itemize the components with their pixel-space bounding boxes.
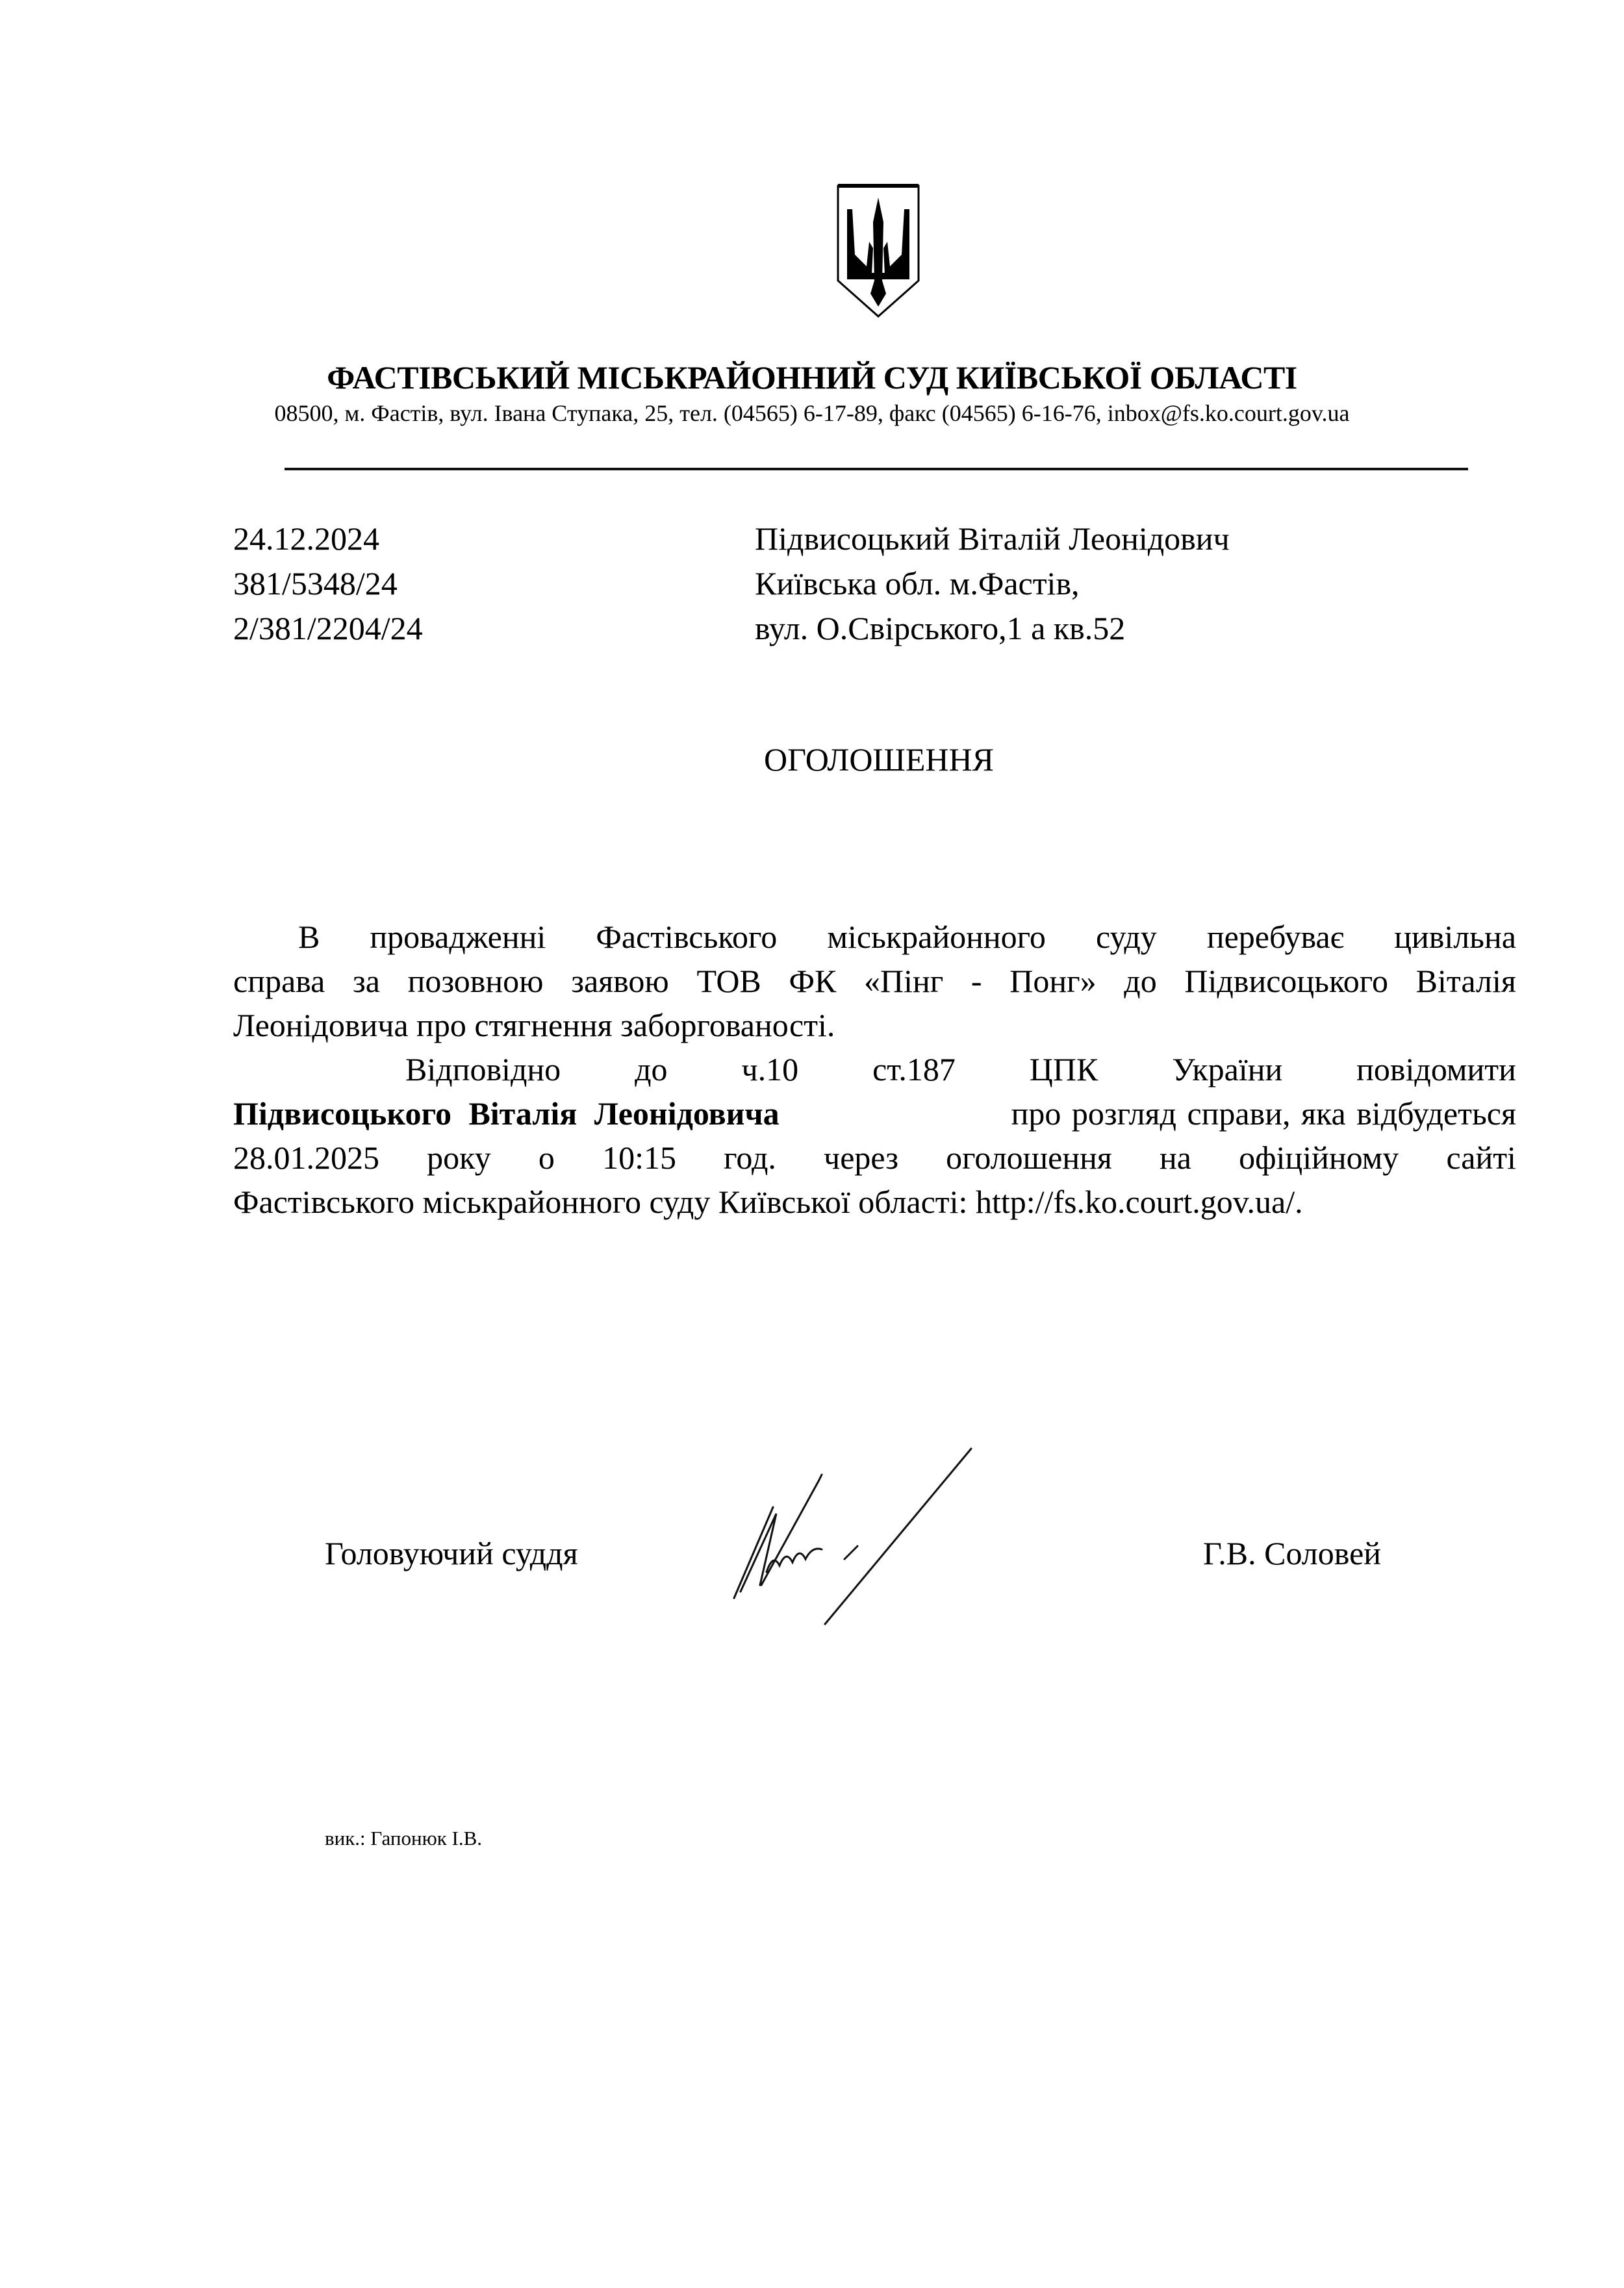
trident-emblem-icon [833, 183, 924, 320]
word: повідомити [1356, 1051, 1516, 1087]
word: Понг» [1009, 963, 1097, 999]
word: перебуває [1206, 919, 1345, 955]
executor-note: вик.: Гапонюк І.В. [325, 1827, 483, 1849]
word: сайті [1446, 1139, 1516, 1176]
word: міськрайонного [827, 919, 1046, 955]
word: провадженні [370, 919, 546, 955]
paragraph-1-line-3-text: Леонідовича про стягнення заборгованості. [233, 1007, 835, 1043]
header-divider [285, 468, 1468, 470]
word: Відповідно [405, 1051, 561, 1087]
handwritten-signature [721, 1429, 1033, 1637]
word: Підвисоцького [1184, 963, 1388, 999]
recipient-block [755, 516, 1230, 651]
word: ЦПК [1029, 1051, 1098, 1087]
word: Віталія [1415, 963, 1516, 999]
defendant-name-bold: Підвисоцького Віталія Леонідовича [233, 1095, 780, 1132]
word: ч.10 [741, 1051, 799, 1087]
signer-role: Головуючий суддя [325, 1535, 578, 1571]
document-meta [233, 516, 423, 651]
word: ФК [789, 963, 837, 999]
word: до [635, 1051, 668, 1087]
word: справа [233, 963, 325, 999]
paragraph-1-line-3 [233, 1003, 1516, 1047]
judge-name: Г.В. Соловей [1203, 1535, 1382, 1571]
outgoing-number: 381/5348/24 [233, 565, 398, 602]
word: через [824, 1139, 898, 1176]
word: на [1160, 1139, 1191, 1176]
word: заявою [571, 963, 669, 999]
word: офіційному [1239, 1139, 1399, 1176]
word: до [1124, 963, 1157, 999]
word: року [427, 1139, 491, 1176]
word: год. [724, 1139, 776, 1176]
document-title: ОГОЛОШЕННЯ [764, 741, 994, 778]
paragraph-2-line-2-text: про розгляд справи, яка відбудеться [1011, 1095, 1516, 1132]
word: 28.01.2025 [233, 1139, 379, 1176]
paragraph-1-line-2 [233, 959, 1516, 1003]
recipient-address-line1: Київська обл. м.Фастів, [755, 565, 1080, 602]
word: Фастівського [596, 919, 778, 955]
word: В [298, 919, 320, 955]
paragraph-2-line-4-text: Фастівського міськрайонного суду Київської області: http://fs.ko.court.gov.ua/. [233, 1184, 1303, 1220]
announcement-body [233, 915, 1516, 1224]
word: оголошення [946, 1139, 1112, 1176]
recipient-name: Підвисоцький Віталій Леонідович [755, 520, 1230, 557]
court-contacts: 08500, м. Фастів, вул. Івана Ступака, 25, тел. (04565) 6-17-89, факс (04565) 6-16-76, inbox@fs.ko.court.gov.ua [274, 400, 1350, 426]
document-date: 24.12.2024 [233, 520, 379, 557]
word: «Пінг [863, 963, 944, 999]
recipient-address-line2: вул. О.Свірського,1 а кв.52 [755, 610, 1126, 646]
word: 10:15 [602, 1139, 676, 1176]
word: ТОВ [696, 963, 761, 999]
word: позовною [407, 963, 544, 999]
paragraph-1-line-1 [233, 915, 1516, 959]
court-name: ФАСТІВСЬКИЙ МІСЬКРАЙОННИЙ СУД КИЇВСЬКОЇ ОБЛАСТІ [327, 359, 1297, 396]
word: цивільна [1394, 919, 1516, 955]
paragraph-2-line-4 [233, 1180, 1516, 1224]
paragraph-2-line-1 [233, 1047, 1516, 1091]
case-number: 2/381/2204/24 [233, 610, 423, 646]
word: о [538, 1139, 555, 1176]
word: ст.187 [872, 1051, 956, 1087]
paragraph-2-line-2 [233, 1091, 1516, 1136]
word: суду [1095, 919, 1157, 955]
word: - [971, 963, 982, 999]
word: за [352, 963, 380, 999]
word: України [1172, 1051, 1283, 1087]
paragraph-2-line-3 [233, 1136, 1516, 1180]
